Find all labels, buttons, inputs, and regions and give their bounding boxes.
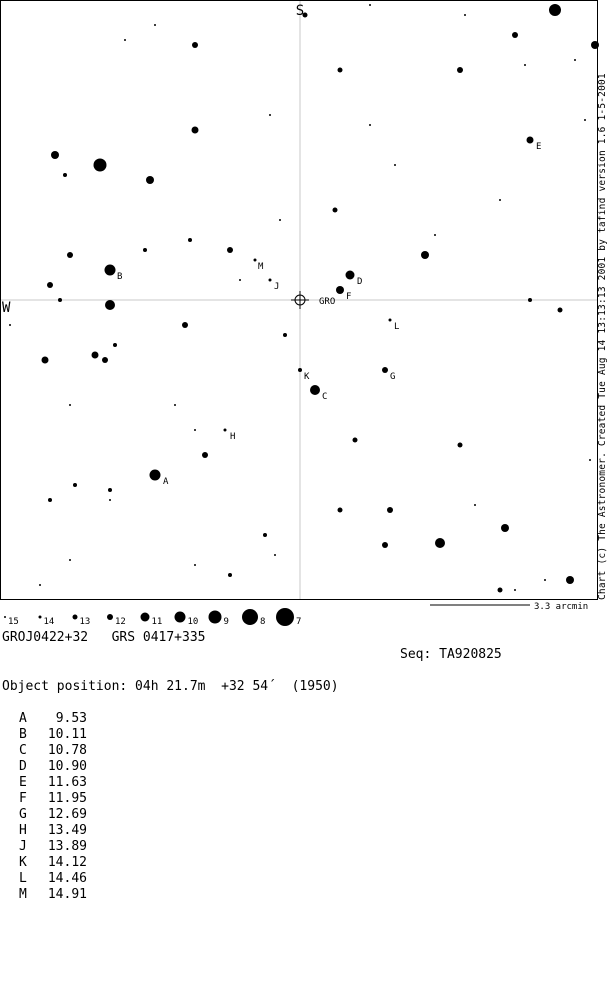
sequence-star-id: K [19, 855, 27, 870]
legend-magnitude-label: 9 [223, 617, 229, 627]
sequence-id: Seq: TA920825 [400, 647, 502, 662]
star [474, 504, 476, 506]
star [387, 507, 393, 513]
sequence-star-label: M [258, 262, 264, 272]
sequence-star-label: H [230, 432, 236, 442]
sequence-star-magnitude: 11.63 [47, 775, 87, 790]
sequence-star-label: C [322, 392, 328, 402]
star [382, 367, 388, 373]
star [94, 159, 107, 172]
sequence-star-id: C [19, 743, 27, 758]
star [113, 343, 117, 347]
sequence-star-id: H [19, 823, 27, 838]
star [333, 208, 338, 213]
star [369, 4, 371, 6]
sequence-star-id: A [19, 711, 27, 726]
star [283, 333, 287, 337]
star [63, 173, 67, 177]
star [194, 564, 196, 566]
star [105, 300, 115, 310]
star [174, 404, 176, 406]
star [591, 41, 599, 49]
legend-star [4, 616, 6, 618]
star [92, 352, 99, 359]
star [346, 271, 355, 280]
star [192, 42, 198, 48]
star [528, 298, 532, 302]
star [227, 247, 233, 253]
sequence-star-magnitude: 10.11 [47, 727, 87, 742]
star [527, 137, 534, 144]
sequence-star-label: B [117, 272, 123, 282]
star [421, 251, 429, 259]
star [42, 357, 49, 364]
legend-magnitude-label: 7 [296, 617, 302, 627]
star [499, 199, 501, 201]
star [512, 32, 518, 38]
target-label: GRO [319, 297, 336, 307]
star [202, 452, 208, 458]
star [69, 559, 71, 561]
star [188, 238, 192, 242]
star [514, 589, 516, 591]
star [544, 579, 546, 581]
sequence-row [19, 711, 87, 727]
legend-magnitude-label: 8 [260, 617, 266, 627]
sequence-star-id: F [19, 791, 27, 806]
star [435, 538, 445, 548]
sequence-star-id: M [19, 887, 27, 902]
star [338, 508, 343, 513]
star [182, 322, 188, 328]
legend-star [175, 612, 186, 623]
star [549, 4, 561, 16]
star [501, 524, 509, 532]
star [102, 357, 108, 363]
star [228, 573, 232, 577]
star [108, 488, 112, 492]
sequence-star-label: D [357, 277, 363, 287]
star [310, 385, 320, 395]
star [224, 429, 227, 432]
legend-star [107, 614, 113, 620]
star [389, 319, 392, 322]
star [146, 176, 154, 184]
sequence-star-label: J [274, 282, 280, 292]
sequence-row [19, 887, 87, 903]
star [589, 459, 591, 461]
sequence-row [19, 791, 87, 807]
star [263, 533, 267, 537]
sequence-star-magnitude: 10.90 [47, 759, 87, 774]
sequence-star-id: L [19, 871, 27, 886]
star [51, 151, 59, 159]
star [336, 286, 344, 294]
star [109, 499, 111, 501]
sequence-row [19, 759, 87, 775]
star [269, 279, 272, 282]
west-label: W [2, 300, 11, 316]
star [194, 429, 196, 431]
legend-magnitude-label: 11 [151, 617, 163, 627]
legend-magnitude-label: 14 [43, 617, 55, 627]
sequence-star-label: G [390, 372, 396, 382]
star [143, 248, 147, 252]
legend-star [209, 611, 222, 624]
star [239, 279, 241, 281]
star [458, 443, 463, 448]
sequence-star-label: E [536, 142, 542, 152]
star [394, 164, 396, 166]
star [279, 219, 281, 221]
sequence-row [19, 807, 87, 823]
star [274, 554, 276, 556]
north-label: S [295, 3, 305, 19]
star [39, 584, 41, 586]
star [124, 39, 126, 41]
sequence-row [19, 871, 87, 887]
magnitude-legend [4, 608, 301, 627]
legend-star [73, 615, 78, 620]
sequence-star-label: A [163, 477, 169, 487]
sequence-star-id: E [19, 775, 27, 790]
star [150, 470, 161, 481]
star [48, 498, 52, 502]
star [584, 119, 586, 121]
star [192, 127, 199, 134]
sequence-star-magnitude: 13.49 [47, 823, 87, 838]
legend-star [141, 613, 150, 622]
sequence-row [19, 727, 87, 743]
sequence-star-magnitude: 11.95 [47, 791, 87, 806]
star [73, 483, 77, 487]
star [338, 68, 343, 73]
legend-magnitude-label: 13 [79, 617, 91, 627]
sequence-star-label: L [394, 322, 400, 332]
sequence-star-id: B [19, 727, 27, 742]
star [524, 64, 526, 66]
sequence-star-magnitude: 10.78 [47, 743, 87, 758]
star [105, 265, 116, 276]
star [353, 438, 358, 443]
sequence-star-id: D [19, 759, 27, 774]
star [434, 234, 436, 236]
sequence-star-magnitude: 14.12 [47, 855, 87, 870]
sequence-star-magnitude: 9.53 [55, 711, 87, 726]
sequence-row [19, 775, 87, 791]
star [566, 576, 574, 584]
sequence-star-magnitude: 12.69 [47, 807, 87, 822]
sequence-star-magnitude: 14.91 [47, 887, 87, 902]
sequence-star-id: J [19, 839, 27, 854]
star [574, 59, 576, 61]
legend-magnitude-label: 10 [187, 617, 199, 627]
star [58, 298, 62, 302]
sequence-row [19, 839, 87, 855]
sequence-row [19, 743, 87, 759]
legend-magnitude-label: 12 [115, 617, 126, 627]
legend-star [242, 609, 258, 625]
object-position: Object position: 04h 21.7m +32 54´ (1950) [2, 679, 339, 694]
star [69, 404, 71, 406]
star [498, 588, 503, 593]
star [382, 542, 388, 548]
scale-label: 3.3 arcmin [534, 602, 589, 612]
star [154, 24, 156, 26]
sequence-row [19, 823, 87, 839]
star [254, 259, 257, 262]
star [298, 368, 302, 372]
sequence-star-label: K [304, 372, 310, 382]
sequence-star-magnitude: 13.89 [47, 839, 87, 854]
sequence-star-label: F [346, 292, 352, 302]
sequence-list [19, 711, 87, 903]
star [457, 67, 463, 73]
object-names: GROJ0422+32 GRS 0417+335 [2, 630, 206, 645]
star [47, 282, 53, 288]
star [558, 308, 563, 313]
sequence-row [19, 855, 87, 871]
star [369, 124, 371, 126]
chart-credit: Chart (c) The Astronomer. Created Tue Aug 14 13:13:13 2001 by tafind version 1.6 1-5-2001 [597, 73, 608, 600]
sequence-star-magnitude: 14.46 [47, 871, 87, 886]
sequence-star-id: G [19, 807, 27, 822]
star [67, 252, 73, 258]
legend-star [276, 608, 294, 626]
star [9, 324, 11, 326]
legend-magnitude-label: 15 [8, 617, 19, 627]
star [269, 114, 271, 116]
legend-star [39, 616, 42, 619]
star [464, 14, 466, 16]
